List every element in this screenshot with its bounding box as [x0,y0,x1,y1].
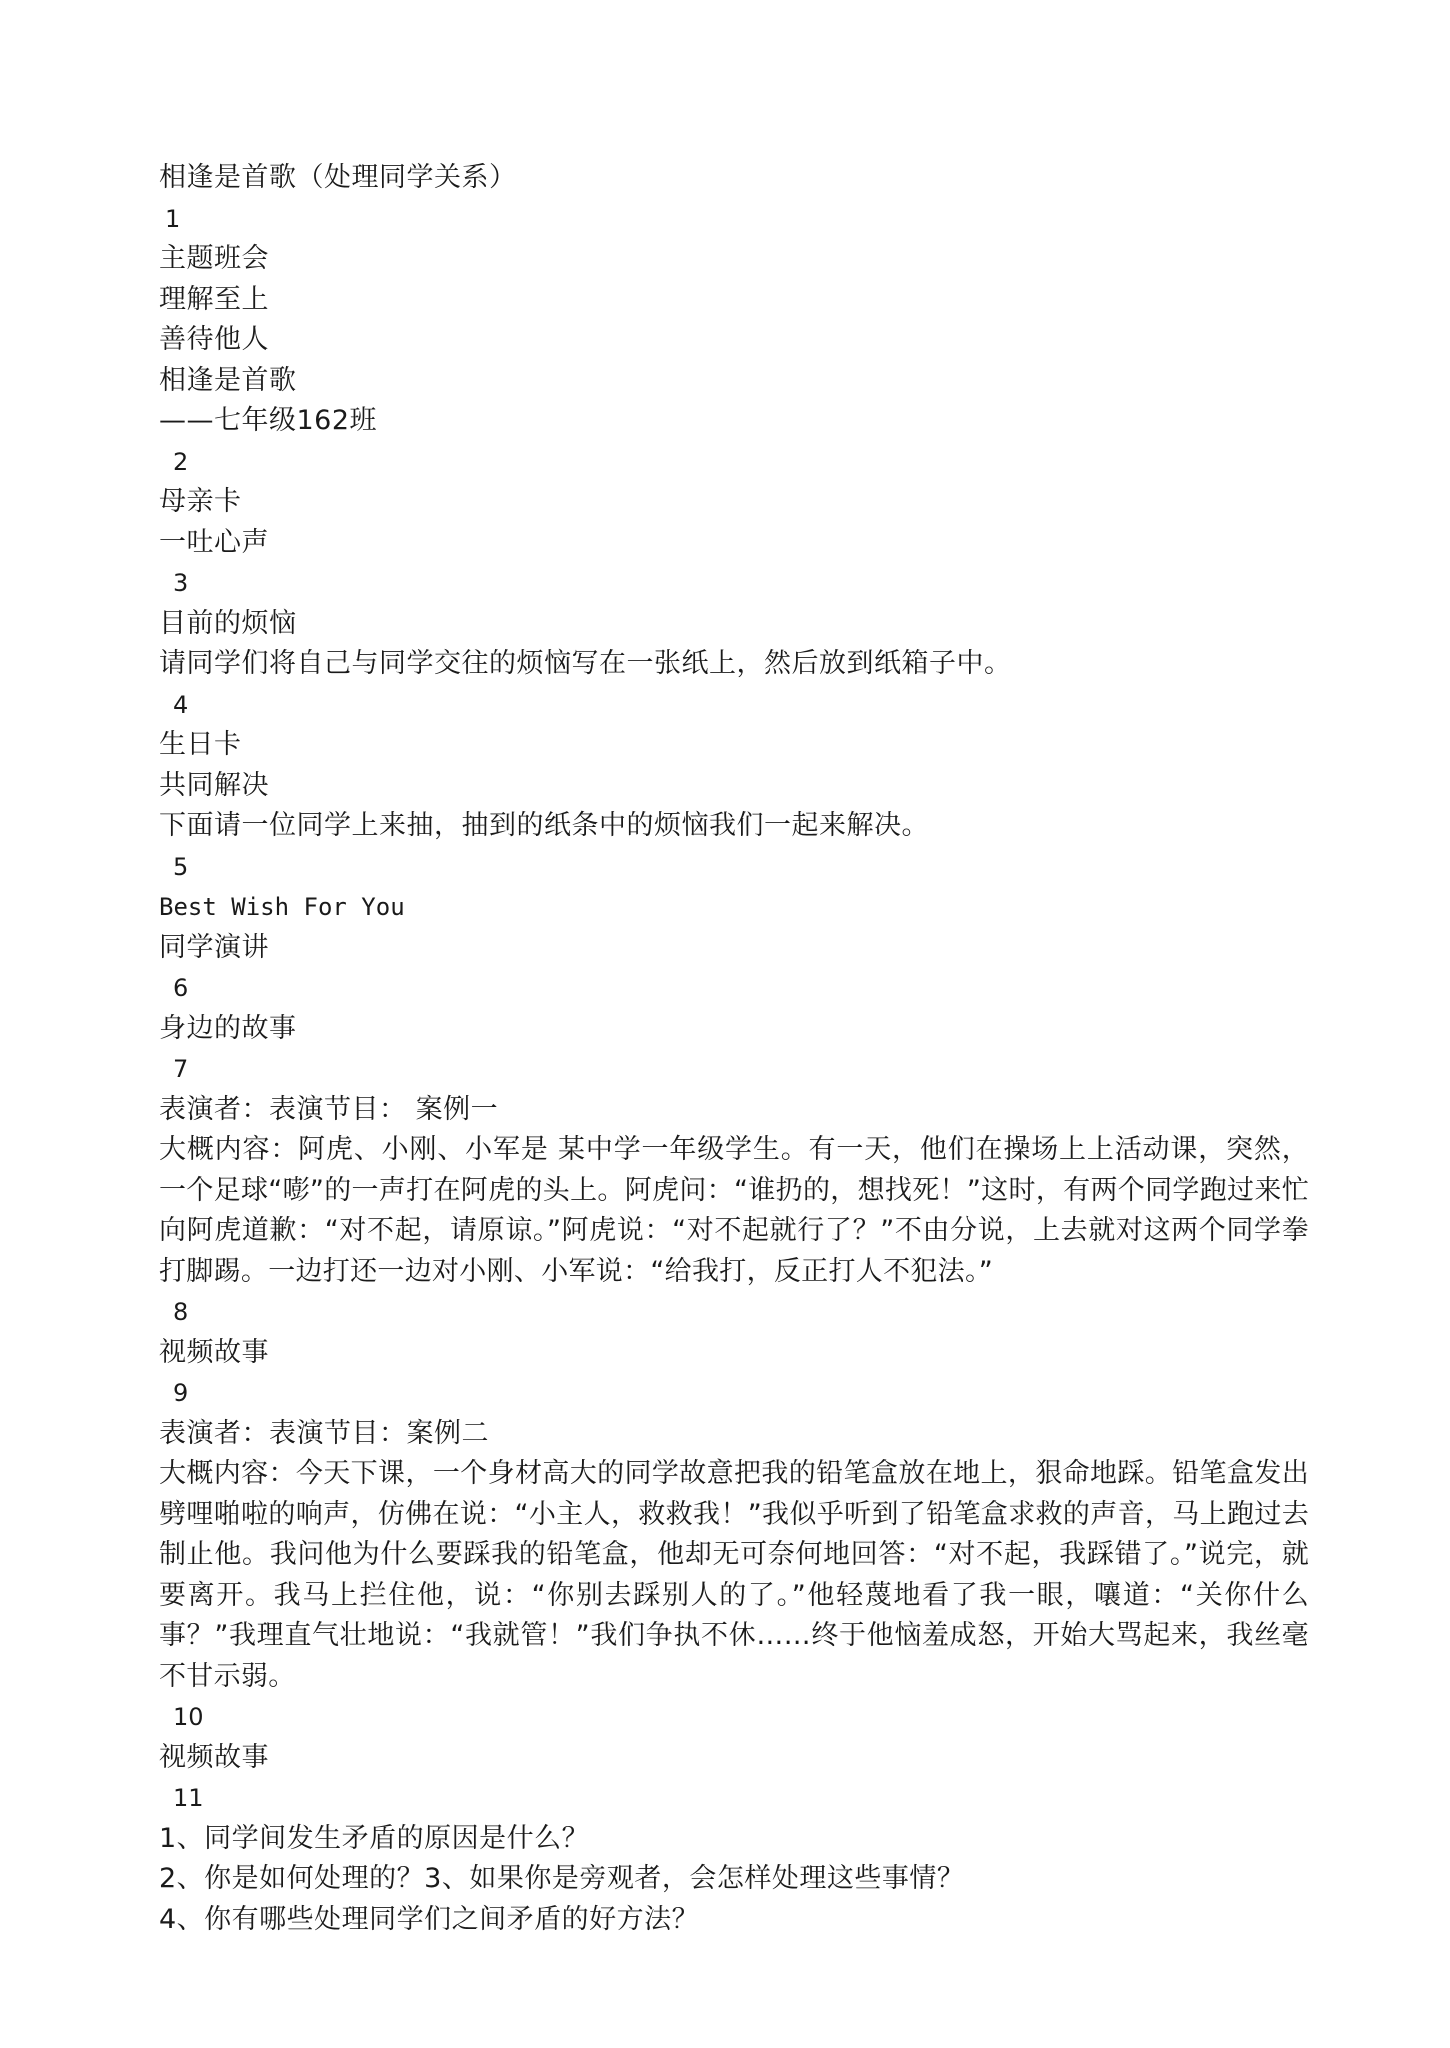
question-line: 4、你有哪些处理同学们之间矛盾的好方法？ [159,1903,700,1935]
slide-number: 2 [173,447,189,476]
slide-line: 表演者：表演节目：案例二 [159,1417,489,1449]
slide-line: 善待他人 [159,324,269,355]
document-title: 相逢是首歌（处理同学关系） [159,162,517,193]
slide-line: 一吐心声 [159,526,269,558]
slide-line: 共同解决 [159,769,269,801]
document-body [159,158,1309,1940]
slide-line: 身边的故事 [159,1012,297,1044]
slide-number: 4 [173,690,189,719]
case-paragraph: 大概内容：阿虎、小刚、小军是 某中学一年级学生。有一天，他们在操场上上活动课，突然，一个足球“嘭”的一声打在阿虎的头上。阿虎问：“谁扔的，想找死！”这时，有两个同学跑过来忙向阿虎道歉：“对不起，请原谅。”阿虎说：“对不起就行了？”不由分说，上去就对这两个同学拳打脚踢。一边打还一边对小刚、小军说：“给我打，反正打人不犯法。” [159,1134,1309,1287]
question-line: 2、你是如何处理的？3、如果你是旁观者，会怎样处理这些事情？ [159,1863,965,1894]
slide-line: 理解至上 [159,283,269,315]
slide-line: 主题班会 [159,243,269,274]
slide-number: 9 [173,1379,189,1407]
slide-number: 8 [173,1298,189,1326]
slide-line: 同学演讲 [159,931,269,963]
slide-number: 10 [173,1703,204,1731]
slide-line: 生日卡 [159,729,242,760]
slide-line: 下面请一位同学上来抽，抽到的纸条中的烦恼我们一起来解决。 [159,810,929,841]
slide-line: 母亲卡 [159,486,242,517]
slide-number: 5 [173,852,189,881]
slide-number: 7 [173,1055,189,1083]
slide-number: 11 [173,1784,204,1812]
slide-line: 请同学们将自己与同学交往的烦恼写在一张纸上，然后放到纸箱子中。 [159,648,1012,679]
slide-line: 目前的烦恼 [159,607,297,639]
slide-number: 1 [165,204,181,233]
slide-line: Best Wish For You [159,893,405,921]
slide-line: 视频故事 [159,1741,269,1773]
slide-line: 视频故事 [159,1336,269,1368]
case-paragraph: 大概内容：今天下课，一个身材高大的同学故意把我的铅笔盒放在地上，狠命地踩。铅笔盒发出劈哩啪啦的响声，仿佛在说：“小主人，救救我！”我似乎听到了铅笔盒求救的声音，马上跑过去制止他。我问他为什么要踩我的铅笔盒，他却无可奈何地回答：“对不起，我踩错了。”说完，就要离开。我马上拦住他，说：“你别去踩别人的了。”他轻蔑地看了我一眼，嚷道：“关你什么事？”我理直气壮地说：“我就管！”我们争执不休……终于他恼羞成怒，开始大骂起来，我丝毫不甘示弱。 [159,1458,1309,1692]
slide-line: 表演者：表演节目： 案例一 [159,1093,499,1125]
question-line: 1、同学间发生矛盾的原因是什么？ [159,1822,590,1854]
slide-line: ——七年级162班 [159,405,378,436]
slide-number: 6 [173,974,189,1002]
slide-line: 相逢是首歌 [159,364,297,396]
slide-number: 3 [173,569,189,597]
